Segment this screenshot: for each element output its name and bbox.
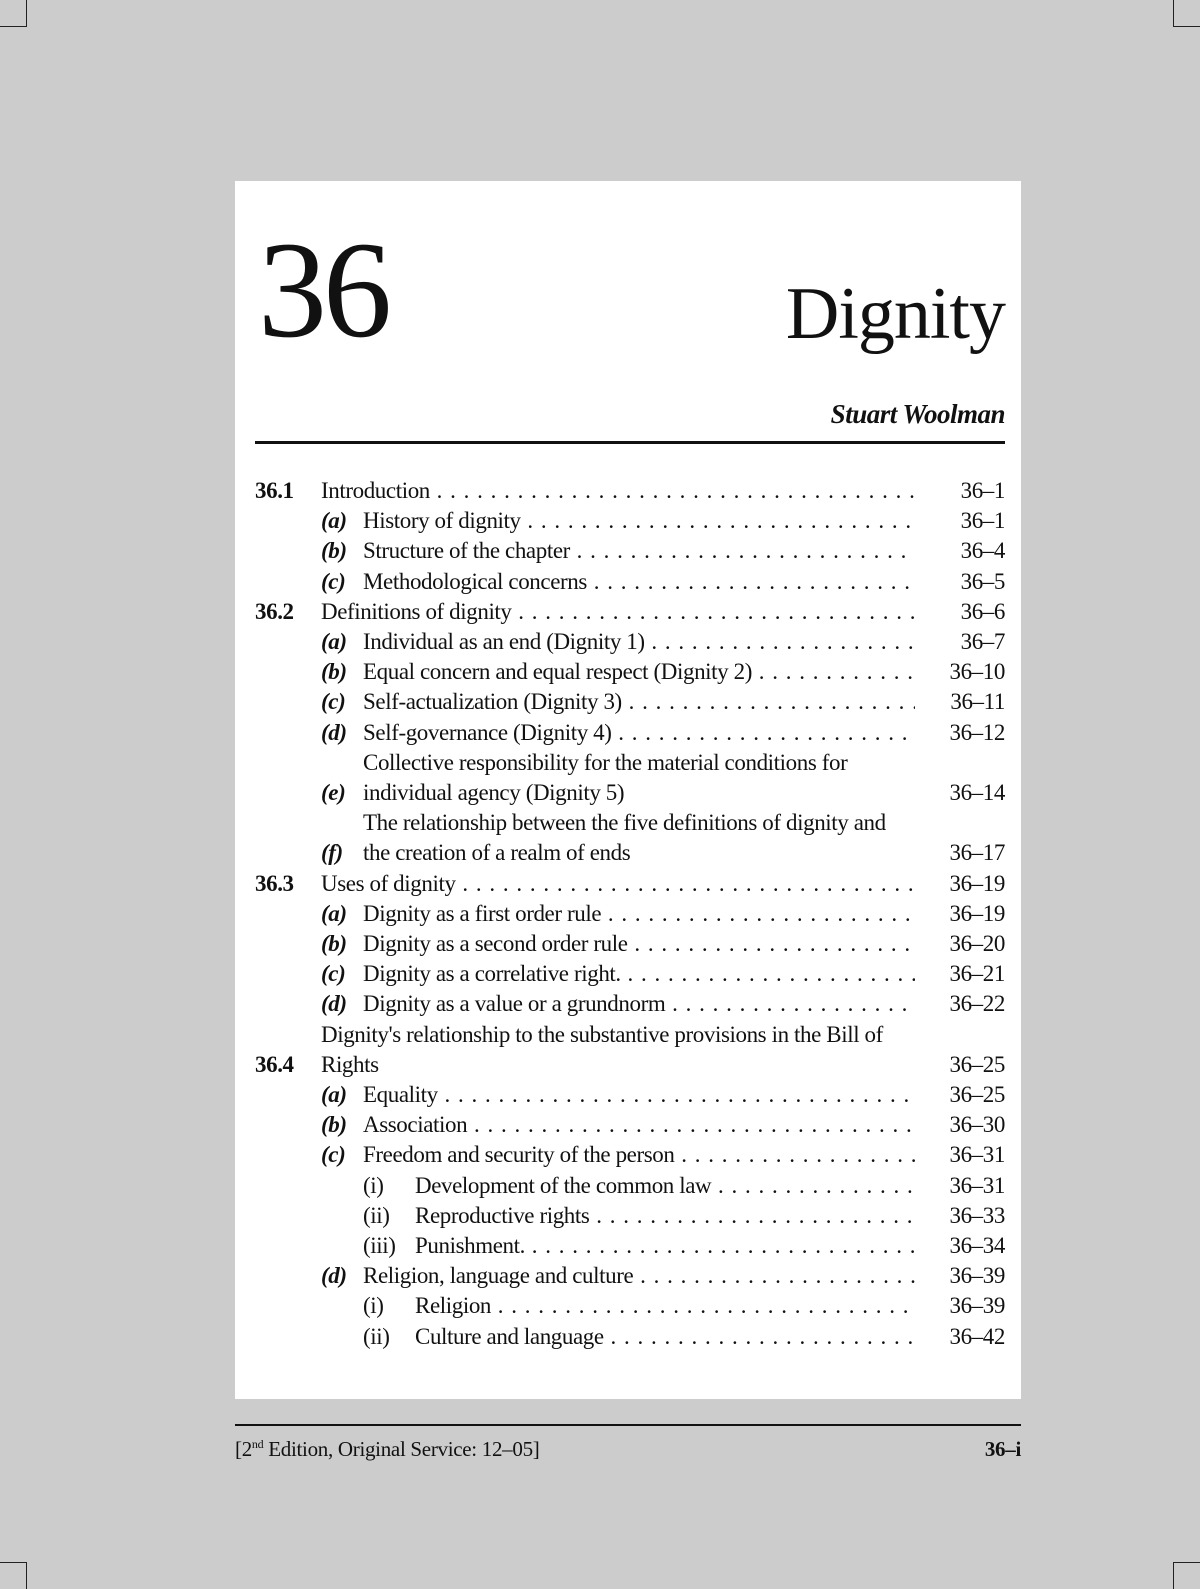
toc-entry[interactable] [255,1231,1005,1261]
toc-marker: (d) [321,1263,347,1289]
toc-marker: (iii) [363,1233,396,1259]
toc-entry[interactable] [255,687,1005,717]
edition-rest: Edition, Original Service: 12–05] [263,1437,540,1461]
toc-page-number: 36–19 [949,870,1005,896]
toc-entry-title: Individual as an end (Dignity 1) . . . [363,627,915,657]
toc-marker: (d) [321,719,347,745]
toc-page-number: 36–34 [949,1233,1005,1259]
toc-entry[interactable] [255,1201,1005,1231]
toc-marker: (c) [321,961,346,987]
toc-entry[interactable] [255,506,1005,536]
toc-page-number: 36–31 [949,1142,1005,1168]
toc-marker: (a) [321,1082,347,1108]
toc-entry-title: Freedom and security of the person . . . [363,1140,915,1170]
toc-marker: (e) [321,780,346,806]
toc-page-number: 36–22 [949,991,1005,1017]
toc-page-number: 36–12 [949,719,1005,745]
crop-mark-bottom-right [1173,1562,1200,1589]
toc-entry-title: Methodological concerns . . . [363,567,915,597]
toc-marker: (a) [321,629,347,655]
toc-entry[interactable] [255,1080,1005,1110]
toc-page-number: 36–4 [960,538,1005,564]
toc-entry[interactable] [255,1261,1005,1291]
toc-section-number: 36.1 [255,478,294,503]
toc-entry[interactable] [255,567,1005,597]
toc-entry[interactable] [255,1322,1005,1352]
toc-marker: (c) [321,689,346,715]
footer-divider [235,1424,1021,1426]
toc-marker: (f) [321,840,343,866]
toc-page-number: 36–42 [949,1323,1005,1349]
table-of-contents [255,476,1005,1352]
toc-entry[interactable] [255,1020,1005,1080]
toc-entry-title: Introduction . . . [321,476,915,506]
toc-entry-title: Structure of the chapter . . . [363,536,915,566]
toc-entry[interactable] [255,1110,1005,1140]
toc-marker: (d) [321,991,347,1017]
toc-entry[interactable] [255,1140,1005,1170]
toc-marker: (ii) [363,1323,390,1349]
edition-note [235,1437,539,1462]
toc-marker: (b) [321,659,347,685]
toc-entry[interactable] [255,989,1005,1019]
toc-entry[interactable] [255,808,1005,868]
toc-entry-title: Culture and language . . . [415,1322,915,1352]
toc-marker: (i) [363,1172,384,1198]
toc-entry[interactable] [255,929,1005,959]
toc-page-number: 36–7 [960,629,1005,655]
toc-page-number: 36–25 [949,1082,1005,1108]
edition-prefix: [2 [235,1437,252,1461]
title-divider [255,441,1005,444]
toc-page-number: 36–14 [949,780,1005,806]
toc-entry-title: Dignity as a second order rule . . . [363,929,915,959]
edition-superscript: nd [251,1437,264,1451]
chapter-number: 36 [258,213,388,366]
crop-mark-top-left [0,0,27,27]
toc-entry-title: History of dignity . . . [363,506,915,536]
toc-marker: (a) [321,508,347,534]
toc-entry-title: Definitions of dignity . . . [321,597,915,627]
toc-entry-title: The relationship between the five definitions of dignity and the creation of a realm of ends [363,810,886,866]
toc-page-number: 36–39 [949,1293,1005,1319]
chapter-author: Stuart Woolman [830,399,1005,429]
toc-entry-title: Self-governance (Dignity 4) . . . [363,718,915,748]
toc-entry[interactable] [255,536,1005,566]
toc-marker: (b) [321,931,347,957]
toc-entry-title: Collective responsibility for the material conditions for individual agency (Dignity 5) [363,749,848,806]
toc-page-number: 36–10 [949,659,1005,685]
toc-page-number: 36–31 [949,1172,1005,1198]
toc-entry[interactable] [255,748,1005,808]
toc-entry-title: Dignity as a value or a grundnorm . . . [363,989,915,1019]
page-sheet [235,181,1021,1399]
toc-page-number: 36–6 [960,598,1005,624]
toc-entry[interactable] [255,597,1005,627]
toc-page-number: 36–17 [949,840,1005,866]
toc-page-number: 36–21 [949,961,1005,987]
toc-marker: (a) [321,900,347,926]
toc-entry[interactable] [255,627,1005,657]
toc-marker: (b) [321,538,347,564]
toc-page-number: 36–33 [949,1202,1005,1228]
footer-page-number: 36–i [984,1437,1021,1461]
toc-entry-title: Punishment. . . . [415,1231,915,1261]
toc-entry-title: Dignity's relationship to the substantive provisions in the Bill of Rights [321,1021,883,1077]
toc-page-number: 36–11 [950,689,1005,715]
toc-page-number: 36–25 [949,1051,1005,1077]
toc-section-number: 36.4 [255,1051,294,1077]
toc-entry-title: Equal concern and equal respect (Dignity 2) . . . [363,657,915,687]
toc-entry[interactable] [255,476,1005,506]
toc-page-number: 36–20 [949,931,1005,957]
chapter-title: Dignity [785,273,1005,355]
toc-entry-title: Religion, language and culture . . . [363,1261,915,1291]
toc-entry[interactable] [255,1291,1005,1321]
toc-entry-title: Dignity as a first order rule . . . [363,899,915,929]
toc-entry[interactable] [255,657,1005,687]
toc-page-number: 36–1 [960,508,1005,534]
toc-entry-title: Religion . . . [415,1291,915,1321]
toc-page-number: 36–1 [960,478,1005,503]
toc-marker: (b) [321,1112,347,1138]
crop-mark-bottom-left [0,1562,27,1589]
toc-entry-title: Self-actualization (Dignity 3) . . . [363,687,915,717]
toc-marker: (i) [363,1293,384,1319]
crop-mark-top-right [1173,0,1200,27]
toc-marker: (c) [321,1142,346,1168]
toc-page-number: 36–39 [949,1263,1005,1289]
toc-entry[interactable] [255,1171,1005,1201]
toc-page-number: 36–19 [949,900,1005,926]
toc-marker: (ii) [363,1202,390,1228]
toc-entry-title: Reproductive rights . . . [415,1201,915,1231]
toc-entry-title: Dignity as a correlative right. . . . [363,959,915,989]
toc-section-number: 36.2 [255,598,294,624]
toc-entry-title: Development of the common law . . . [415,1171,915,1201]
toc-entry-title: Uses of dignity . . . [321,869,915,899]
toc-entry[interactable] [255,869,1005,899]
toc-marker: (c) [321,568,346,594]
toc-entry[interactable] [255,899,1005,929]
toc-entry-title: Equality . . . [363,1080,915,1110]
toc-entry-title: Association . . . [363,1110,915,1140]
toc-entry[interactable] [255,718,1005,748]
toc-page-number: 36–30 [949,1112,1005,1138]
toc-page-number: 36–5 [960,568,1005,594]
toc-section-number: 36.3 [255,870,294,896]
toc-entry[interactable] [255,959,1005,989]
